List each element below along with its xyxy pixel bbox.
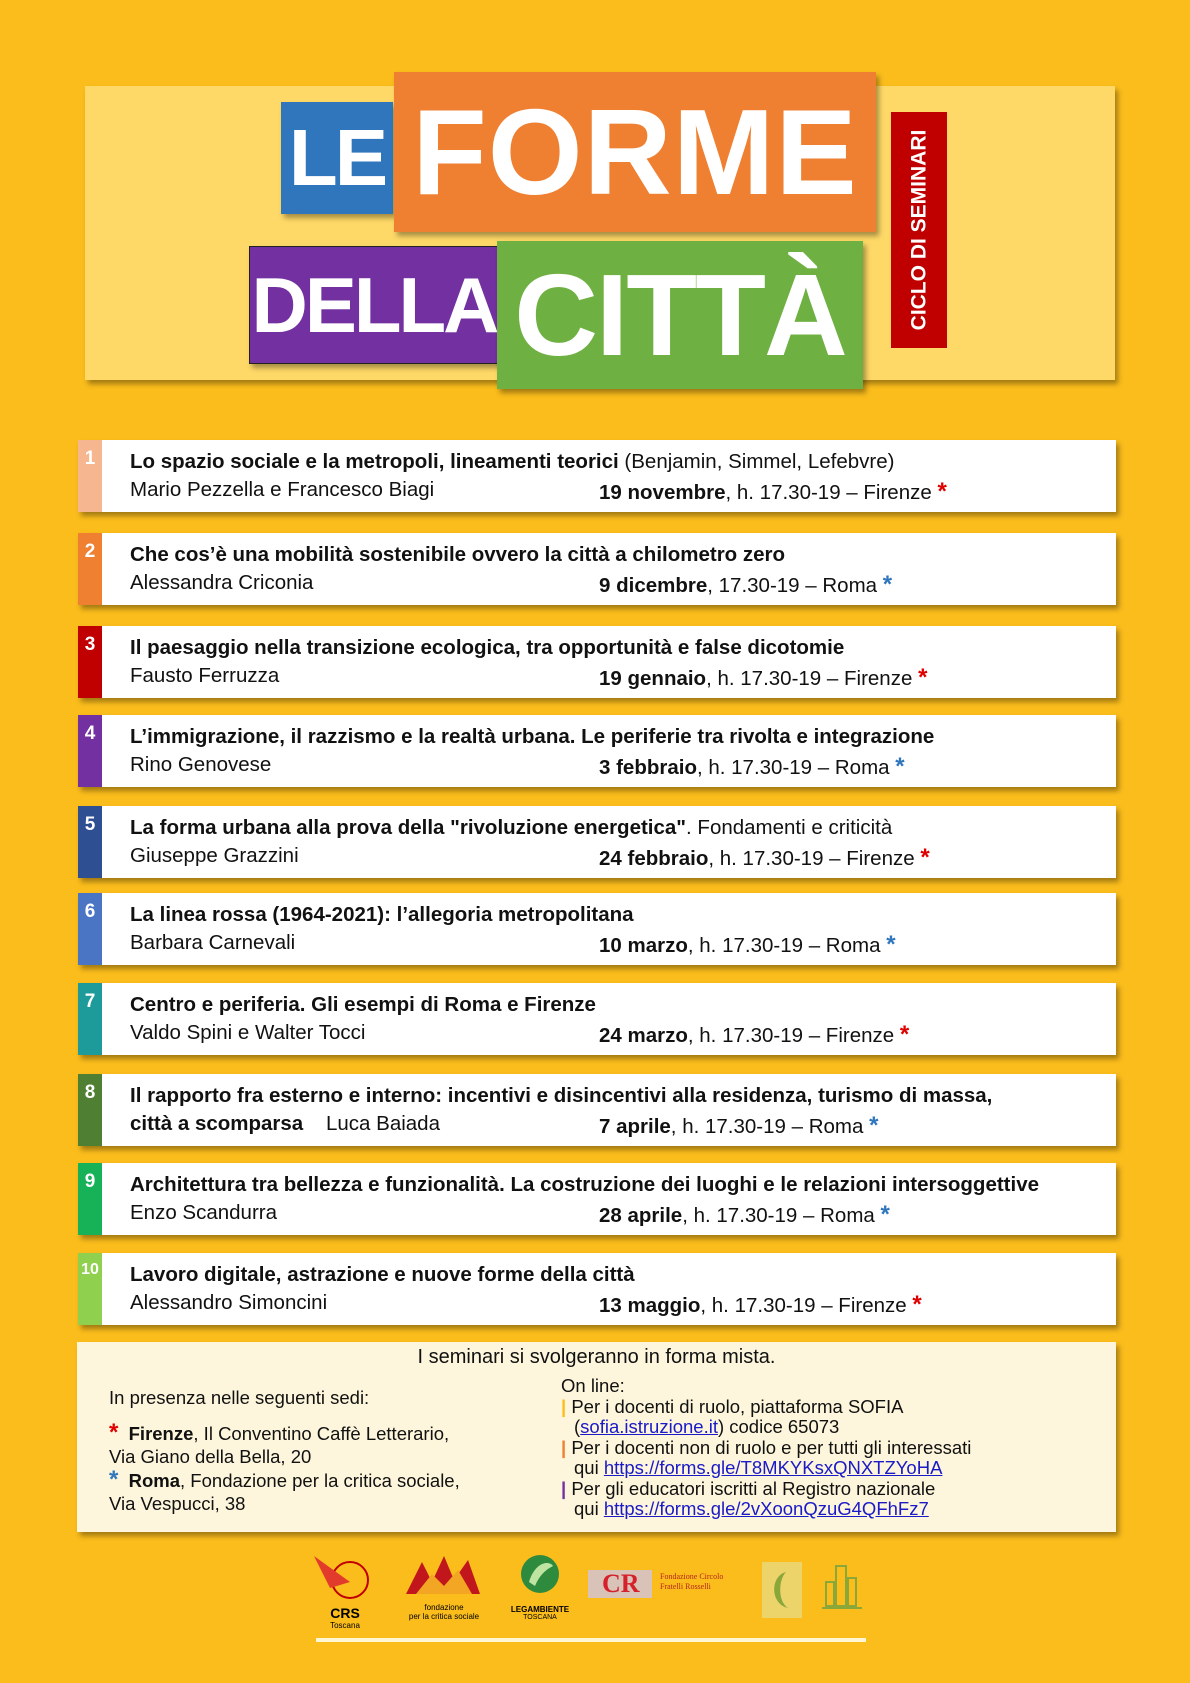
seminar-speaker-line <box>130 1201 277 1225</box>
seminar-time-place: , h. 17.30-19 – Firenze <box>725 481 938 504</box>
seminar-number: 7 <box>84 991 96 1012</box>
seminar-speaker-line <box>130 753 271 777</box>
seminar-venue-star: * <box>920 844 930 871</box>
seminar-title: Lo spazio sociale e la metropoli, lineamenti teorici <box>130 450 619 473</box>
seminar-title-line <box>130 543 785 567</box>
seminar-date: 28 aprile <box>599 1204 683 1227</box>
seminar-speaker: Luca Baiada <box>326 1112 440 1135</box>
seminar-date: 9 dicembre <box>599 574 708 597</box>
location-firenze <box>109 1421 549 1445</box>
seminar-title-line <box>130 1084 992 1108</box>
seminar-venue-star: * <box>912 1291 922 1318</box>
rosselli-text <box>660 1572 723 1592</box>
online-option-sofia-link-line <box>561 1417 1101 1438</box>
seminar-date-line <box>599 571 892 599</box>
online3-text: Per gli educatori iscritti al Registro nazionale <box>571 1477 936 1499</box>
seminar-speaker-line <box>130 664 279 688</box>
seminar-venue-star: * <box>869 1112 879 1139</box>
seminar-date-line <box>599 1021 909 1049</box>
sofia-link[interactable]: sofia.istruzione.it <box>580 1416 718 1437</box>
seminar-row <box>78 1074 1116 1146</box>
seminar-title-line <box>130 993 596 1017</box>
logo-green-circle <box>760 1552 804 1627</box>
title-word-della: DELLA <box>249 246 499 364</box>
seminar-title-line <box>130 1263 635 1287</box>
seminar-number: 10 <box>81 1261 99 1278</box>
seminar-title: Il paesaggio nella transizione ecologica, tra opportunità e false dicotomie <box>130 636 845 659</box>
online1-text: Per i docenti di ruolo, piattaforma SOFIA <box>571 1395 904 1417</box>
firenze-addr1: , Il Conventino Caffè Letterario, <box>193 1423 450 1444</box>
firenze-star: * <box>109 1419 119 1446</box>
seminar-title: Architettura tra bellezza e funzionalità. La costruzione dei luoghi e le relazioni intersoggettive <box>130 1173 1039 1196</box>
seminar-venue-star: * <box>918 664 928 691</box>
seminar-speaker: Barbara Carnevali <box>130 931 296 954</box>
legambiente-label2: TOSCANA <box>523 1614 557 1621</box>
seminar-number: 3 <box>84 634 96 655</box>
seminar-speaker-line <box>130 931 295 955</box>
rosselli-mark: CR <box>602 1569 640 1598</box>
seminar-title: Che cos’è una mobilità sostenibile ovvero la città a chilometro zero <box>130 543 786 566</box>
seminar-time-place: , h. 17.30-19 – Roma <box>670 1115 870 1138</box>
title-word-le: LE <box>281 102 393 214</box>
roma-addr1: , Fondazione per la critica sociale, <box>180 1470 460 1491</box>
seminar-date-line <box>599 1291 922 1319</box>
seminar-title-line <box>130 450 894 474</box>
online-option-forms1-link-line <box>561 1458 1101 1479</box>
seminar-time-place: , h. 17.30-19 – Firenze <box>687 1024 900 1047</box>
seminar-speaker: Fausto Ferruzza <box>130 664 280 687</box>
seminar-title-extra: . Fondamenti e criticità <box>686 816 893 839</box>
seminar-speaker-line <box>130 478 434 502</box>
seminar-row <box>78 1253 1116 1325</box>
seminar-number: 9 <box>84 1171 96 1192</box>
seminar-title: L’immigrazione, il razzismo e la realtà urbana. Le periferie tra rivolta e integrazione <box>130 725 935 748</box>
logo-crs <box>310 1552 380 1630</box>
sunburst-icon <box>402 1552 486 1598</box>
seminar-date-line <box>599 844 930 872</box>
seminar-venue-star: * <box>882 571 893 598</box>
seminar-date-line <box>599 931 896 959</box>
seminar-row <box>78 626 1116 698</box>
seminar-title: La linea rossa (1964-2021): l’allegoria metropolitana <box>130 903 634 926</box>
seminar-venue-star: * <box>895 753 905 780</box>
seminar-title-line <box>130 1173 1039 1197</box>
seminar-date-line <box>599 753 905 781</box>
partner-logos <box>310 1552 870 1632</box>
seminar-date: 24 febbraio <box>599 847 709 870</box>
seminar-title-cont: città a scomparsa <box>130 1112 304 1135</box>
seminar-speaker: Enzo Scandurra <box>130 1201 278 1224</box>
presence-title: In presenza nelle seguenti sedi: <box>109 1387 370 1408</box>
seminar-title: La forma urbana alla prova della "rivoluzione energetica" <box>130 816 687 839</box>
online2-prefix: qui <box>574 1457 604 1478</box>
seminar-title-line <box>130 636 844 660</box>
seminar-speaker: Rino Genovese <box>130 753 272 776</box>
online-options <box>561 1376 1101 1520</box>
seminar-time-place: , h. 17.30-19 – Roma <box>687 934 887 957</box>
crs-mark-icon <box>310 1552 380 1602</box>
title-word-citta: CITTÀ <box>497 241 863 389</box>
leaf-icon <box>505 1552 575 1600</box>
location-roma <box>109 1468 549 1492</box>
seminar-date-line <box>599 1112 878 1140</box>
seminar-row <box>78 533 1116 605</box>
seminar-number: 8 <box>84 1082 96 1103</box>
seminar-date: 3 febbraio <box>599 756 697 779</box>
seminar-speaker-line <box>130 844 299 868</box>
crs-label: CRS <box>330 1605 360 1621</box>
info-heading: I seminari si svolgeranno in forma mista. <box>417 1346 776 1368</box>
logo-legambiente <box>505 1552 575 1622</box>
crs-sub: Toscana <box>330 1621 360 1630</box>
logo-green-city <box>820 1552 864 1627</box>
seminar-title: Centro e periferia. Gli esempi di Roma e Firenze <box>130 993 596 1016</box>
online1-suffix: ) codice 65073 <box>717 1416 840 1437</box>
seminar-row <box>78 806 1116 878</box>
seminar-row <box>78 983 1116 1055</box>
seminar-date: 13 maggio <box>599 1294 701 1317</box>
seminar-time-place: , h. 17.30-19 – Roma <box>696 756 896 779</box>
seminar-speaker: Mario Pezzella e Francesco Biagi <box>130 478 435 501</box>
seminar-date: 7 aprile <box>599 1115 671 1138</box>
seminar-speaker: Valdo Spini e Walter Tocci <box>130 1021 366 1044</box>
roma-star: * <box>109 1466 119 1493</box>
side-label-ciclo: CICLO DI SEMINARI <box>891 112 947 348</box>
seminar-speaker-line <box>130 1021 365 1045</box>
footer-line <box>316 1638 866 1642</box>
seminar-row <box>78 1163 1116 1235</box>
seminar-title-extra: (Benjamin, Simmel, Lefebvre) <box>618 450 895 473</box>
seminar-date-line <box>599 664 927 692</box>
fondazione-label1: fondazione <box>424 1603 464 1612</box>
seminar-title-line <box>130 816 892 840</box>
presence-locations <box>109 1386 549 1515</box>
seminar-time-place: , h. 17.30-19 – Firenze <box>708 847 921 870</box>
seminar-time-place: , 17.30-19 – Roma <box>707 574 883 597</box>
seminar-date: 19 novembre <box>599 481 726 504</box>
seminar-venue-star: * <box>899 1021 910 1048</box>
seminar-row <box>78 715 1116 787</box>
seminar-venue-star: * <box>937 478 947 505</box>
seminar-title-line <box>130 725 934 749</box>
roma-name: Roma <box>128 1470 181 1491</box>
seminar-number: 4 <box>84 723 96 744</box>
rosselli-label2: Fratelli Rosselli <box>660 1582 711 1591</box>
logo-fondazione-critica-sociale <box>402 1552 486 1621</box>
seminar-number: 1 <box>84 448 96 469</box>
seminar-speaker-line <box>130 1291 327 1315</box>
seminar-title: Lavoro digitale, astrazione e nuove forme della città <box>130 1263 635 1286</box>
seminar-number: 2 <box>84 541 96 562</box>
firenze-addr2: Via Giano della Bella, 20 <box>109 1446 312 1467</box>
seminar-time-place: , h. 17.30-19 – Roma <box>682 1204 881 1227</box>
forms-link-1[interactable]: https://forms.gle/T8MKYKsxQNXTZYoHA <box>603 1457 943 1478</box>
online-title: On line: <box>561 1375 625 1396</box>
seminar-date: 10 marzo <box>599 934 688 957</box>
seminar-speaker: Giuseppe Grazzini <box>130 844 299 867</box>
seminar-time-place: , h. 17.30-19 – Firenze <box>706 667 919 690</box>
seminar-title-line <box>130 903 634 927</box>
firenze-name: Firenze <box>128 1423 194 1444</box>
online-option-forms1: | Per i docenti non di ruolo e per tutti gli interessati <box>561 1436 972 1458</box>
legambiente-label1: LEGAMBIENTE <box>510 1605 570 1614</box>
online-option-forms2: | Per gli educatori iscritti al Registro nazionale <box>561 1477 936 1499</box>
open-paren: ( <box>574 1416 581 1437</box>
seminar-date: 19 gennaio <box>599 667 707 690</box>
seminar-date: 24 marzo <box>599 1024 688 1047</box>
seminar-speaker: Alessandra Criconia <box>130 571 314 594</box>
seminar-date-line <box>599 1201 890 1229</box>
seminar-date-line <box>599 478 947 506</box>
seminar-time-place: , h. 17.30-19 – Firenze <box>700 1294 913 1317</box>
green-crescent-icon <box>760 1552 804 1622</box>
seminar-row <box>78 440 1116 512</box>
seminar-number: 6 <box>84 901 96 922</box>
seminar-row <box>78 893 1116 965</box>
seminar-number: 5 <box>84 814 96 835</box>
seminar-speaker: Alessandro Simoncini <box>130 1291 328 1314</box>
title-word-forme: FORME <box>394 72 876 232</box>
forms-link-2[interactable]: https://forms.gle/2vXoonQzuG4QFhFz7 <box>603 1498 929 1519</box>
info-box <box>77 1342 1116 1532</box>
seminar-venue-star: * <box>886 931 896 958</box>
online-option-sofia: | Per i docenti di ruolo, piattaforma SOFIA <box>561 1395 904 1417</box>
seminar-speaker-line <box>130 1112 440 1136</box>
roma-addr2: Via Vespucci, 38 <box>109 1493 246 1514</box>
fondazione-label2: per la critica sociale <box>408 1612 480 1621</box>
seminar-title: Il rapporto fra esterno e interno: incentivi e disincentivi alla residenza, turismo di massa, <box>130 1084 993 1107</box>
seminar-speaker-line <box>130 571 313 595</box>
online3-prefix: qui <box>574 1498 604 1519</box>
online-option-forms2-link-line <box>561 1499 1101 1520</box>
online2-text: Per i docenti non di ruolo e per tutti gli interessati <box>571 1436 972 1458</box>
rosselli-label1: Fondazione Circolo <box>660 1572 724 1581</box>
seminar-venue-star: * <box>880 1201 890 1228</box>
green-city-icon <box>820 1552 864 1622</box>
